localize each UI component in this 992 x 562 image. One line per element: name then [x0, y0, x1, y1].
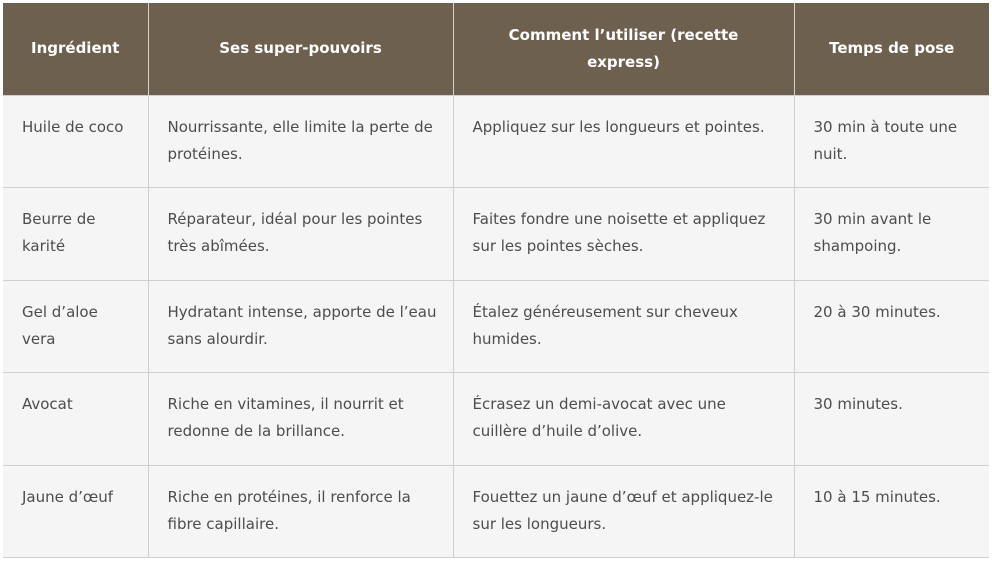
cell-usage: Étalez généreusement sur cheveux humides.: [453, 280, 794, 373]
cell-powers: Réparateur, idéal pour les pointes très abîmées.: [148, 188, 453, 281]
table-row: [3, 465, 989, 558]
ingredients-table: [3, 3, 989, 558]
cell-usage: Fouettez un jaune d’œuf et appliquez-le sur les longueurs.: [453, 465, 794, 558]
header-time: Temps de pose: [794, 3, 989, 95]
table-header: [3, 3, 989, 95]
cell-time: 20 à 30 minutes.: [794, 280, 989, 373]
cell-time: 30 min à toute une nuit.: [794, 95, 989, 188]
cell-ingredient: Gel d’aloe vera: [3, 280, 148, 373]
cell-ingredient: Beurre de karité: [3, 188, 148, 281]
cell-ingredient: Huile de coco: [3, 95, 148, 188]
header-ingredient: Ingrédient: [3, 3, 148, 95]
cell-usage: Écrasez un demi-avocat avec une cuillère d’huile d’olive.: [453, 373, 794, 466]
cell-ingredient: Avocat: [3, 373, 148, 466]
header-powers: Ses super-pouvoirs: [148, 3, 453, 95]
ingredients-table-container: [3, 3, 989, 558]
cell-time: 10 à 15 minutes.: [794, 465, 989, 558]
header-usage: Comment l’utiliser (recette express): [453, 3, 794, 95]
cell-time: 30 minutes.: [794, 373, 989, 466]
header-row: [3, 3, 989, 95]
cell-powers: Riche en protéines, il renforce la fibre capillaire.: [148, 465, 453, 558]
table-row: [3, 373, 989, 466]
cell-powers: Hydratant intense, apporte de l’eau sans alourdir.: [148, 280, 453, 373]
cell-time: 30 min avant le shampoing.: [794, 188, 989, 281]
cell-usage: Appliquez sur les longueurs et pointes.: [453, 95, 794, 188]
table-row: [3, 188, 989, 281]
table-body: [3, 95, 989, 558]
cell-usage: Faites fondre une noisette et appliquez sur les pointes sèches.: [453, 188, 794, 281]
cell-powers: Riche en vitamines, il nourrit et redonne de la brillance.: [148, 373, 453, 466]
cell-powers: Nourrissante, elle limite la perte de protéines.: [148, 95, 453, 188]
cell-ingredient: Jaune d’œuf: [3, 465, 148, 558]
table-row: [3, 95, 989, 188]
table-row: [3, 280, 989, 373]
